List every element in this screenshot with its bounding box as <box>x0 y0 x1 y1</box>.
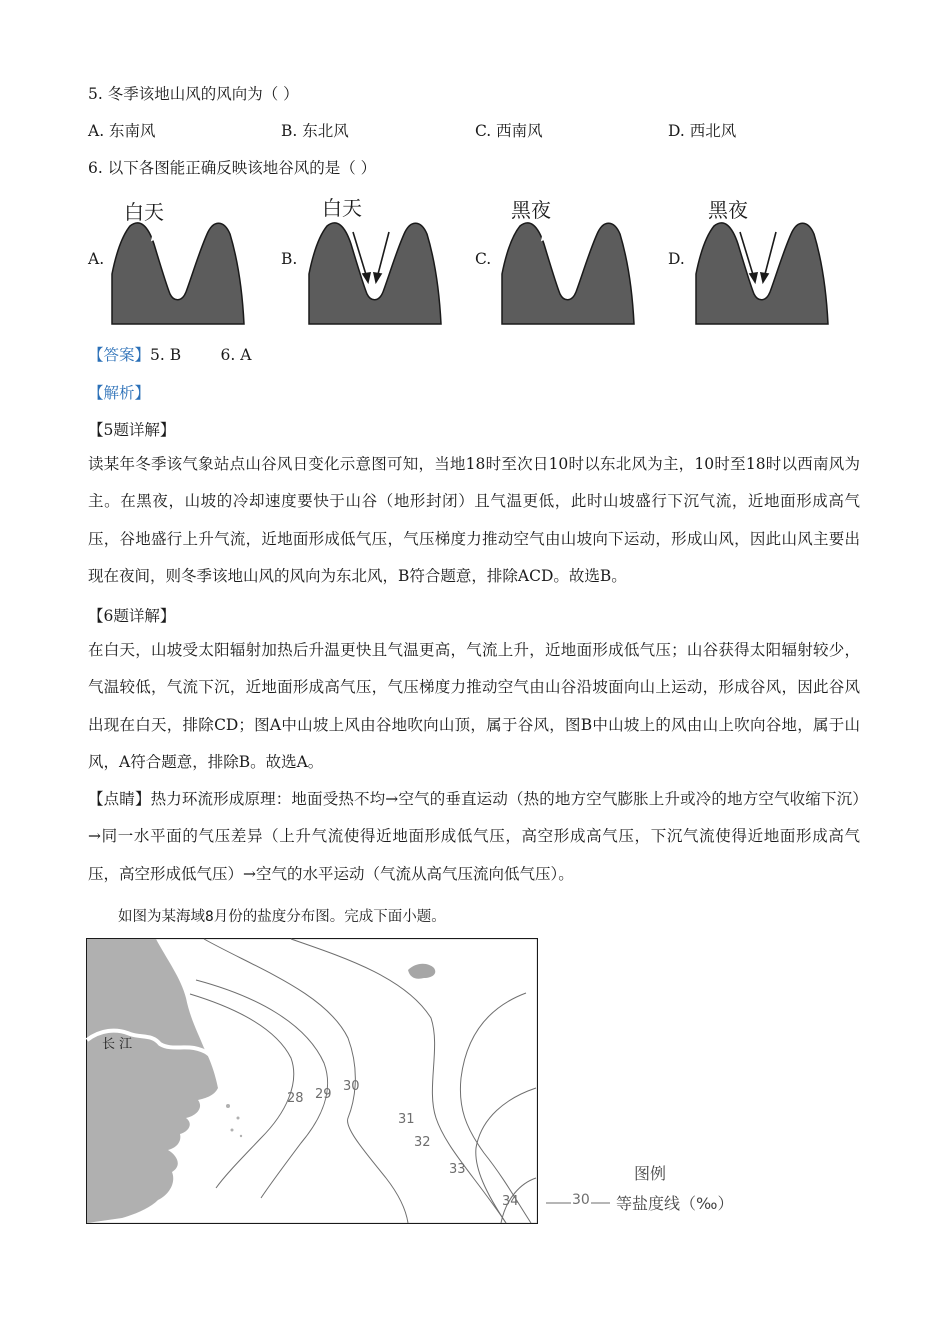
map-intro: 如图为某海域8月份的盐度分布图。完成下面小题。 <box>118 909 446 925</box>
q6-option-d-diagram <box>694 214 830 326</box>
q6-option-a-caption: 白天 <box>124 200 164 224</box>
legend-title: 图例 <box>634 1164 667 1183</box>
detail5-text: 读某年冬季该气象站点山谷风日变化示意图可知，当地18时至次日10时以东北风为主，10时至18时以西南风为主。在黑夜，山坡的冷却速度要快于山谷（地形封闭）且气温更低，此时山坡盛行下沉气流，近地面形成高气压，谷地盛行上升气流，近地面形成低气压，气压梯度力推动空气由山坡向下运动，形成山风，因此山风主要出现在夜间，则冬季该地山风的风向为东北风，B符合题意，排除ACD。故选B。 <box>88 455 860 585</box>
answer-line <box>88 343 251 365</box>
arrowhead-icon <box>576 232 583 241</box>
q6-option-c-caption: 黑夜 <box>511 198 551 222</box>
arrowhead-icon <box>363 273 370 282</box>
answer-text: 5. B 6. A <box>150 346 252 364</box>
arrowhead-icon <box>542 230 549 240</box>
q5-stem: 5. 冬季该地山风的风向为（ ） <box>88 85 299 103</box>
pointing-label: 【点睛】 <box>88 790 151 808</box>
q6-option-c-letter[interactable]: C. <box>475 250 492 268</box>
pointing-block <box>88 781 860 893</box>
isoline-label-30: 30 <box>343 1079 360 1094</box>
isoline-label-29: 29 <box>315 1087 332 1102</box>
q6-option-c-diagram <box>500 214 636 326</box>
detail6-text: 在白天，山坡受太阳辐射加热后升温更快且气温更高，气流上升，近地面形成低气压；山谷获得太阳辐射较少，气温较低，气流下沉，近地面形成高气压，气压梯度力推动空气由山谷沿坡面向山上运动，形成谷风，因此谷风出现在白天，排除CD；图A中山坡上风由谷地吹向山顶，属于谷风，图B中山坡上的风由山上吹向谷地，属于山风，A符合题意，排除B。故选A。 <box>88 641 860 771</box>
isoline-label-33: 33 <box>449 1162 466 1177</box>
isoline-label-32: 32 <box>414 1135 431 1150</box>
q6-option-d-caption: 黑夜 <box>708 198 748 222</box>
arrow-downslope-right <box>377 232 389 278</box>
islet <box>237 1117 240 1120</box>
isoline-label-34: 34 <box>502 1194 519 1209</box>
q6-option-b-caption: 白天 <box>322 196 362 220</box>
q5-option-b[interactable]: B. 东北风 <box>281 122 349 140</box>
detail6-label: 【6题详解】 <box>88 607 176 625</box>
river-label: 长 江 <box>102 1037 133 1052</box>
arrowhead-icon <box>761 273 768 282</box>
islet <box>226 1104 230 1108</box>
arrow-upslope-right <box>176 236 190 278</box>
answer-label: 【答案】 <box>88 346 151 364</box>
arrow-upslope-right <box>566 236 580 278</box>
q5-option-a[interactable]: A. 东南风 <box>88 122 156 140</box>
arrowhead-icon <box>374 273 381 282</box>
q5-option-d[interactable]: D. 西北风 <box>668 122 737 140</box>
pointing-text: 热力环流形成原理：地面受热不均→空气的垂直运动（热的地方空气膨胀上升或冷的地方空气收缩下沉）→同一水平面的气压差异（上升气流使得近地面形成低气压，高空形成高气压，下沉气流使得近地面形成高气压，高空形成低气压）→空气的水平运动（气流从高气压流向低气压）。 <box>88 790 860 883</box>
arrowhead-icon <box>750 273 757 282</box>
q6-option-d-letter[interactable]: D. <box>668 250 685 268</box>
arrowhead-icon <box>186 232 193 241</box>
q6-option-b-letter[interactable]: B. <box>281 250 298 268</box>
q6-stem: 6. 以下各图能正确反映该地谷风的是（ ） <box>88 159 377 177</box>
legend-text: 等盐度线（‰） <box>616 1194 734 1213</box>
q6-option-a-diagram <box>110 214 246 326</box>
legend-value: 30 <box>572 1192 590 1208</box>
q6-option-a-letter[interactable]: A. <box>88 250 105 268</box>
arrow-downslope-right <box>764 232 776 278</box>
detail5-label: 【5题详解】 <box>88 421 176 439</box>
isoline-label-28: 28 <box>287 1091 304 1106</box>
islet <box>231 1129 234 1132</box>
q5-option-c[interactable]: C. 西南风 <box>475 122 543 140</box>
salinity-map <box>86 938 538 1224</box>
analysis-label: 【解析】 <box>88 384 151 402</box>
arrowhead-icon <box>152 230 159 240</box>
isoline-label-31: 31 <box>398 1112 415 1127</box>
islet <box>240 1135 242 1137</box>
q6-option-b-diagram <box>307 214 443 326</box>
